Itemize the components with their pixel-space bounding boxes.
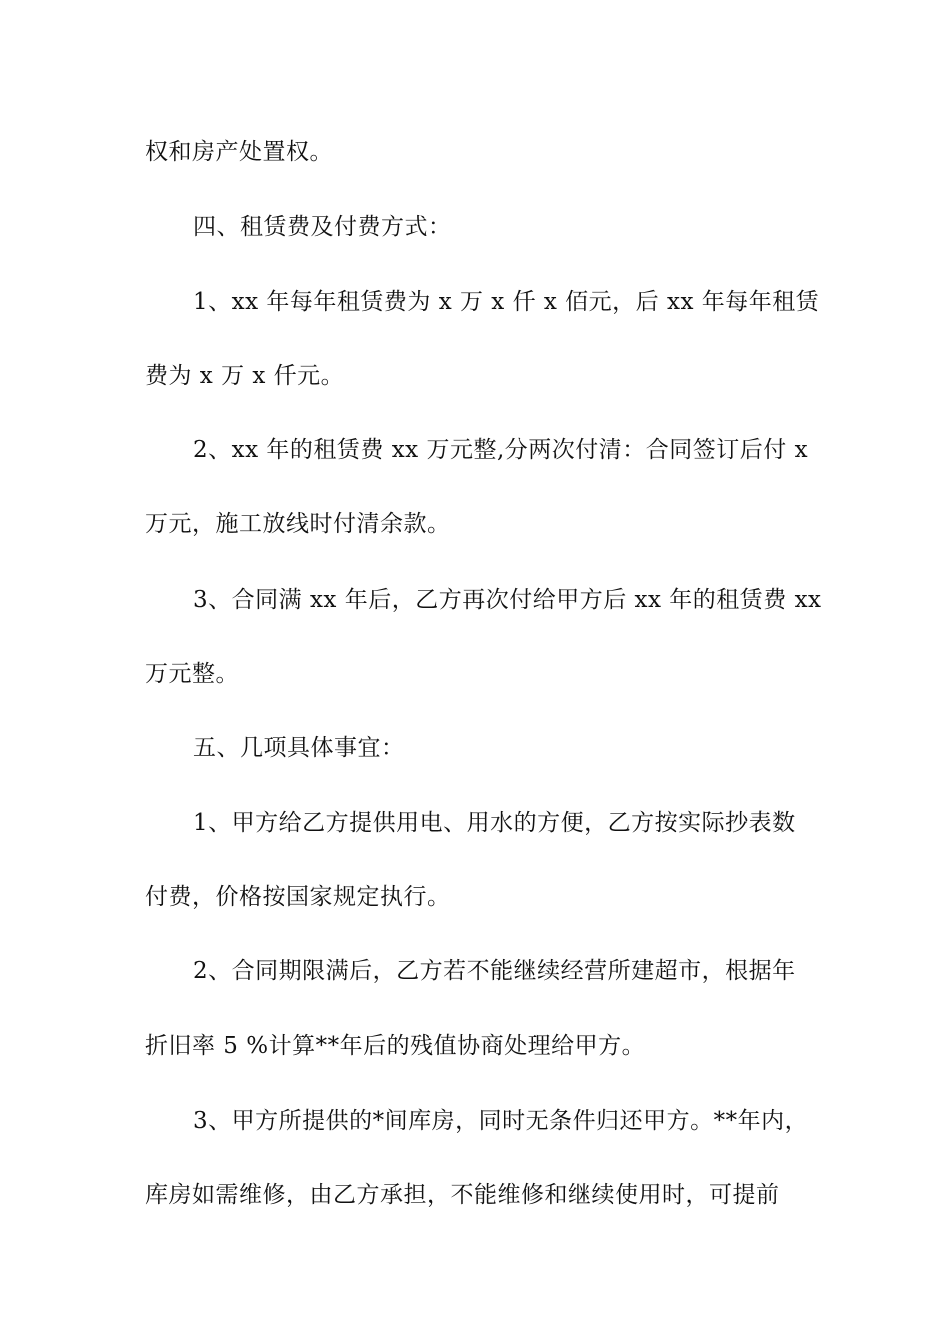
text-line: 权和房产处置权。 [145, 139, 333, 165]
section-heading: 五、几项具体事宜： [193, 735, 405, 761]
text-line: 1、甲方给乙方提供用电、用水的方便，乙方按实际抄表数 [193, 810, 796, 836]
text-line: 2、合同期限满后，乙方若不能继续经营所建超市，根据年 [193, 958, 796, 984]
text-line: 万元整。 [145, 661, 239, 687]
text-line: 3、甲方所提供的*间库房，同时无条件归还甲方。**年内， [193, 1108, 809, 1134]
text-line: 万元，施工放线时付清余款。 [145, 511, 451, 537]
text-line: 库房如需维修，由乙方承担，不能维修和继续使用时，可提前 [145, 1182, 780, 1208]
text-line: 3、合同满 xx 年后，乙方再次付给甲方后 xx 年的租赁费 xx [193, 587, 822, 613]
text-line: 付费，价格按国家规定执行。 [145, 884, 451, 910]
text-line: 1、xx 年每年租赁费为 x 万 x 仟 x 佰元，后 xx 年每年租赁 [193, 289, 820, 315]
text-line: 2、xx 年的租赁费 xx 万元整,分两次付清：合同签订后付 x [193, 437, 809, 463]
section-heading: 四、租赁费及付费方式： [193, 214, 452, 240]
text-line: 折旧率 5 %计算**年后的残值协商处理给甲方。 [145, 1033, 646, 1059]
text-line: 费为 x 万 x 仟元。 [145, 363, 345, 389]
